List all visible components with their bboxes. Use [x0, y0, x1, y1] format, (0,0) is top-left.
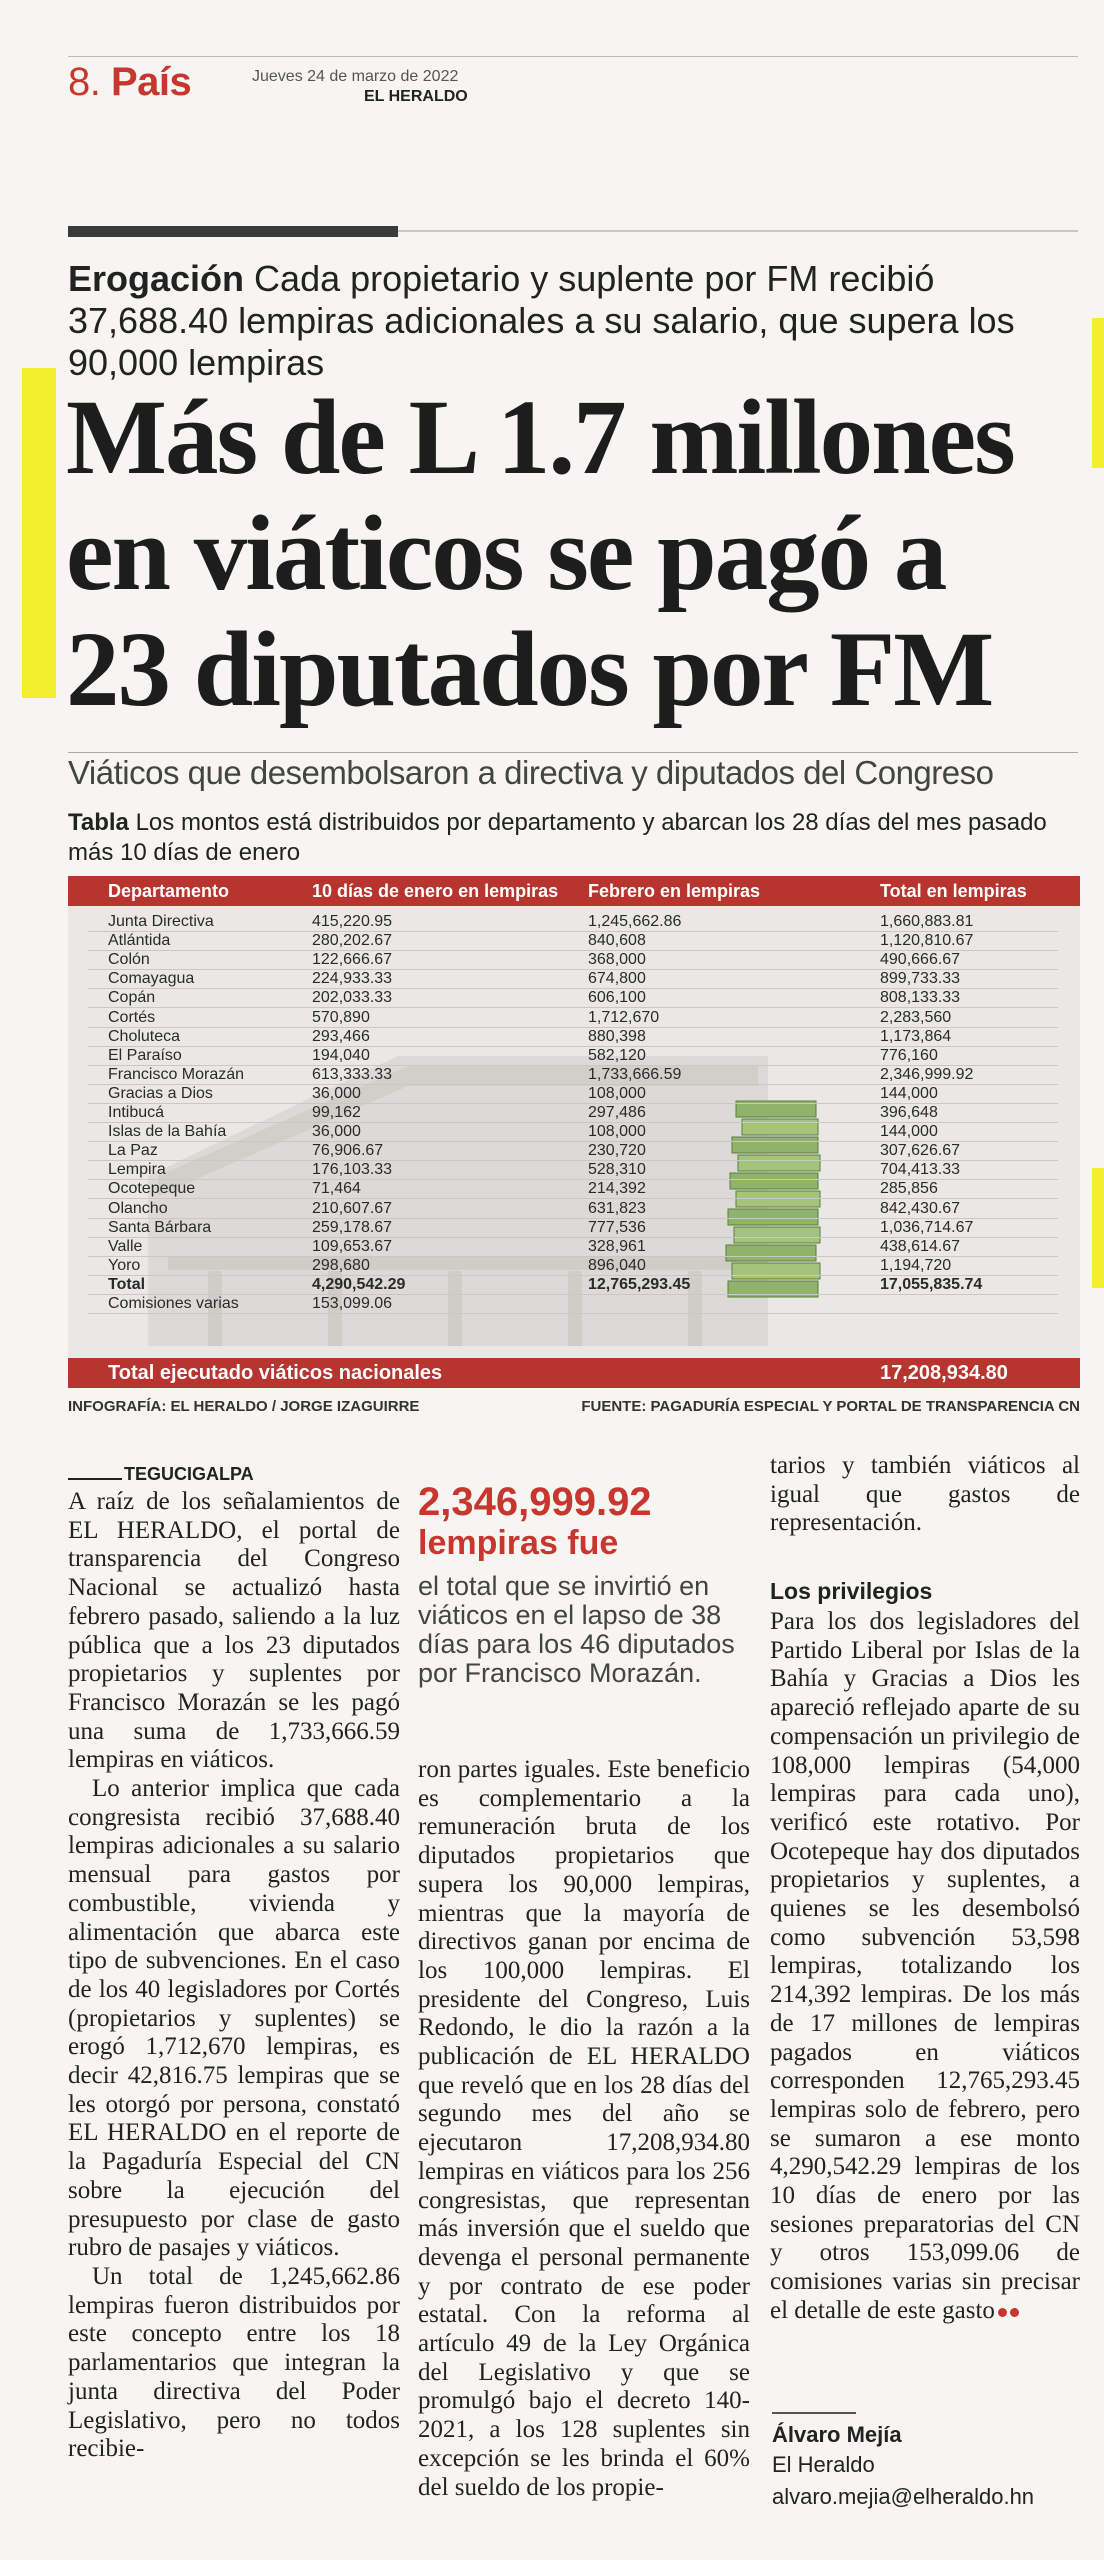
table-cell: 76,906.67 [312, 1142, 384, 1160]
paragraph: Lo anterior implica que cada congresista recibió 37,688.40 lempiras adicionales a su salario mensual para gastos por combustible, vivienda y alimentación que abarca este tipo de subvenciones. En el caso de los 40 legisladores por Cortés (propietarios y suplentes) se erogó 1,712,670 lempiras, es decir 42,816.75 lempiras que se les otorgó por persona, constató EL HERALDO en el reporte de la Pagaduría Especial del CN sobre la ejecución del presupuesto por clase de gasto rubro de pasajes y viáticos. [68, 1775, 400, 2262]
credits [68, 1398, 1080, 1415]
table-cell: 307,626.67 [880, 1142, 961, 1160]
grand-total-value: 17,208,934.80 [880, 1362, 1008, 1384]
table-caption: Tabla Los montos está distribuidos por departamento y abarcan los 28 días del mes pasado más 10 días de enero [68, 809, 1047, 866]
table-cell: 122,666.67 [312, 951, 393, 969]
table-cell: 285,856 [880, 1180, 938, 1198]
table-cell: 298,680 [312, 1256, 370, 1274]
table-cell: 438,614.67 [880, 1237, 961, 1255]
table-cell: 415,220.95 [312, 913, 393, 930]
table-row [68, 1084, 1080, 1104]
newspaper-name: EL HERALDO [364, 88, 468, 105]
viaticos-table [68, 876, 1080, 1388]
table-cell: 109,653.67 [312, 1237, 393, 1255]
table-cell: 194,040 [312, 1046, 370, 1064]
table-cell: 108,000 [588, 1123, 646, 1141]
dateline-bar [68, 1478, 122, 1480]
row-divider [88, 1313, 1058, 1314]
table-cell: 613,333.33 [312, 1065, 393, 1083]
table-cell: Valle [108, 1237, 143, 1255]
table-cell: 840,608 [588, 932, 646, 950]
table-cell: Lempira [108, 1161, 166, 1179]
table-cell: 1,660,883.81 [880, 913, 974, 930]
table-cell: 4,290,542.29 [312, 1275, 406, 1293]
table-row [68, 1046, 1080, 1066]
kicker-bar [68, 226, 398, 237]
body-column-3 [770, 1608, 1080, 2326]
signature-rule [772, 2412, 856, 2414]
table-cell: Comisiones varias [108, 1295, 239, 1312]
table-cell: 1,245,662.86 [588, 913, 682, 930]
table-cell: 396,648 [880, 1104, 938, 1121]
issue-date: Jueves 24 de marzo de 2022 [252, 68, 459, 85]
header-febrero: Febrero en lempiras [588, 881, 761, 901]
table-cell: 328,961 [588, 1237, 646, 1255]
table-cell: Olancho [108, 1199, 168, 1217]
table-cell: Francisco Morazán [108, 1065, 245, 1083]
table-cell: Atlántida [108, 932, 171, 950]
table-cell: 176,103.33 [312, 1161, 393, 1179]
table-cell: 99,162 [312, 1104, 361, 1121]
table-cell: 153,099.06 [312, 1295, 393, 1312]
table-row [68, 1199, 1080, 1219]
table-row [68, 988, 1080, 1008]
table-row [68, 1103, 1080, 1123]
table-row [68, 1008, 1080, 1028]
table-cell: 1,712,670 [588, 1008, 660, 1026]
paragraph: ron partes iguales. Este beneficio es complementario a la remuneración bruta de los diputados propietarios que supera los 90,000 lempiras, mientras que la mayoría de directivos ganan por encima de los 100,000 lempiras. El presidente del Congreso, Luis Redondo, le dio la razón a la publicación de EL HERALDO que reveló que en los 28 días del segundo mes del año se ejecutaron 17,208,934.80 lempiras en viáticos para los 256 congresistas, que representan más inversión que el sueldo que devenga el personal permanente y por contrato de ese poder estatal. Con la reforma al artículo 49 de la Ley Orgánica del Legislativo y que se promulgó bajo el decreto 140-2021, a los 128 suplentes sin excepción se les brinda el 60% del sueldo de los propie- [418, 1756, 750, 2501]
table-row [68, 1237, 1080, 1257]
end-mark-icon [1010, 2308, 1019, 2317]
pullquote-number: 2,346,999.92 [418, 1480, 652, 1524]
pullquote-unit: lempiras fue [418, 1524, 619, 1562]
table-cell: Gracias a Dios [108, 1084, 213, 1102]
table-cell: 777,536 [588, 1218, 646, 1236]
table-cell: 368,000 [588, 951, 646, 969]
table-cell: Santa Bárbara [108, 1218, 212, 1236]
table-row [68, 912, 1080, 932]
kicker: Erogación Cada propietario y suplente por FM recibió 37,688.40 lempiras adicionales a su salario, que supera los 90,000 lempiras [68, 258, 1015, 383]
paragraph: Un total de 1,245,662.86 lempiras fueron distribuidos por este concepto entre los 18 parlamentarios que integran la junta directiva del Poder Legislativo, pero no todos recibie- [68, 2262, 400, 2463]
table-row [68, 1065, 1080, 1085]
table-cell: Choluteca [108, 1027, 181, 1045]
subhead: Viáticos que desembolsaron a directiva y diputados del Congreso [68, 754, 994, 791]
table-row [68, 1160, 1080, 1180]
table-cell: 776,160 [880, 1046, 938, 1064]
header-enero: 10 días de enero en lempiras [312, 881, 559, 901]
table-cell: La Paz [108, 1142, 158, 1160]
table-row [68, 950, 1080, 970]
table-cell: Comayagua [108, 970, 195, 988]
table-cell: 490,666.67 [880, 951, 961, 969]
highlighter-mark-right-bottom [1092, 1168, 1104, 1288]
table-cell: 1,173,864 [880, 1027, 952, 1045]
table-cell: 528,310 [588, 1161, 646, 1179]
table-cell: 808,133.33 [880, 989, 961, 1007]
body-column-3-intro [770, 1452, 1080, 1538]
end-mark-icon [998, 2308, 1007, 2317]
subhead-rule [68, 752, 1078, 753]
table-cell: 896,040 [588, 1256, 646, 1274]
grand-total-label: Total ejecutado viáticos nacionales [108, 1362, 443, 1384]
highlighter-mark-left [22, 368, 56, 698]
table-cell: Yoro [108, 1256, 141, 1274]
table-cell: 12,765,293.45 [588, 1275, 691, 1293]
table-cell: 2,283,560 [880, 1008, 952, 1026]
section-subtitle: Los privilegios [770, 1578, 933, 1604]
paragraph: A raíz de los señalamientos de EL HERALDO, el portal de transparencia del Congreso Nacional se actualizó hasta febrero pasado, saliendo a la luz pública que a los 23 diputados propietarios y suplentes por Francisco Morazán se les pagó una suma de 1,733,666.59 lempiras en viáticos. [68, 1488, 400, 1774]
table-total-row [68, 1275, 1080, 1295]
table-cell: Total [108, 1275, 146, 1293]
table-cell: 1,733,666.59 [588, 1065, 682, 1083]
table-cell: Copán [108, 989, 156, 1007]
table-row [68, 1294, 1080, 1314]
table-cell: 674,800 [588, 970, 646, 988]
table-cell: 144,000 [880, 1123, 938, 1141]
body-column-2 [418, 1756, 750, 2502]
table-cell: 144,000 [880, 1084, 938, 1102]
table-cell: 899,733.33 [880, 970, 961, 988]
table-cell: 704,413.33 [880, 1161, 961, 1179]
table-row [68, 969, 1080, 989]
table-cell: Cortés [108, 1008, 156, 1026]
grand-total-bar [68, 1358, 1080, 1388]
infographic-credit: INFOGRAFÍA: EL HERALDO / JORGE IZAGUIRRE [68, 1398, 420, 1415]
table-cell: 36,000 [312, 1123, 361, 1141]
table-cell: 1,120,810.67 [880, 932, 974, 950]
table-cell: 210,607.67 [312, 1199, 393, 1217]
table-cell: 1,036,714.67 [880, 1218, 974, 1236]
table-row [68, 1141, 1080, 1161]
header-total: Total en lempiras [880, 881, 1027, 901]
table-cell: 108,000 [588, 1084, 646, 1102]
author-paper: El Heraldo [772, 2452, 875, 2477]
table-cell: 202,033.33 [312, 989, 393, 1007]
pullquote-text: el total que se invirtió en viáticos en el lapso de 38 días para los 46 diputados por Francisco Morazán. [418, 1571, 735, 1688]
paragraph: Para los dos legisladores del Partido Liberal por Islas de la Bahía y Gracias a Dios les apareció reflejado aparte de su compensación un privilegio de 108,000 lempiras (54,000 lempiras para cada uno), verificó este rotativo. Por Ocotepeque hay dos diputados propietarios y suplentes, a quienes se les desembolsó como subvención 53,598 lempiras, totalizando los 214,392 lempiras. De los más de 17 millones de lempiras pagados en viáticos corresponden 12,765,293.45 lempiras solo de febrero, pero se sumaron a ese monto 4,290,542.29 lempiras de los 10 días de enero por las sesiones preparatorias del CN y otros 153,099.06 de comisiones varias sin precisar el detalle de este gasto [770, 1608, 1080, 2324]
table-cell: 606,100 [588, 989, 646, 1007]
header-departamento: Departamento [108, 881, 230, 901]
table-cell: 631,823 [588, 1199, 646, 1217]
table-cell: 280,202.67 [312, 932, 393, 950]
table-cell: 582,120 [588, 1046, 646, 1064]
table-cell: 214,392 [588, 1180, 646, 1198]
table-cell: 17,055,835.74 [880, 1275, 983, 1293]
body-column-1 [68, 1488, 400, 2464]
table-row [68, 1122, 1080, 1142]
table-cell: Islas de la Bahía [108, 1123, 227, 1141]
table-cell: 259,178.67 [312, 1218, 393, 1236]
table-cell: 2,346,999.92 [880, 1065, 974, 1083]
table-cell: 297,486 [588, 1104, 646, 1121]
table-row [68, 931, 1080, 951]
table-cell: 842,430.67 [880, 1199, 961, 1217]
table-cell: 1,194,720 [880, 1256, 952, 1274]
source-credit: FUENTE: PAGADURÍA ESPECIAL Y PORTAL DE TRANSPARENCIA CN [581, 1398, 1080, 1415]
headline: Más de L 1.7 millones en viáticos se pagó a 23 diputados por FM [66, 379, 1014, 729]
table-cell: 71,464 [312, 1180, 361, 1198]
kicker-rule [398, 230, 1078, 232]
table-row [68, 1027, 1080, 1047]
table-cell: 570,890 [312, 1008, 370, 1026]
author-email: alvaro.mejia@elheraldo.hn [772, 2484, 1035, 2509]
table-cell: El Paraíso [108, 1046, 182, 1064]
table-cell: Intibucá [108, 1104, 165, 1121]
table-cell: Colón [108, 951, 150, 969]
table-row [68, 1256, 1080, 1276]
author-name: Álvaro Mejía [772, 2422, 902, 2447]
section-title: 8. País [68, 60, 192, 104]
table-cell: 36,000 [312, 1084, 361, 1102]
paragraph: tarios y también viáticos al igual que gastos de representación. [770, 1452, 1080, 1537]
table-cell: 224,933.33 [312, 970, 393, 988]
dateline: TEGUCIGALPA [124, 1464, 254, 1484]
table-cell: Junta Directiva [108, 913, 214, 930]
table-header [68, 876, 1080, 906]
table-row [68, 1179, 1080, 1199]
table-cell: Ocotepeque [108, 1180, 196, 1198]
table-cell: 293,466 [312, 1027, 370, 1045]
header-rule [68, 56, 1078, 57]
table-row [68, 1218, 1080, 1238]
table-cell: 880,398 [588, 1027, 646, 1045]
table-cell: 230,720 [588, 1142, 646, 1160]
